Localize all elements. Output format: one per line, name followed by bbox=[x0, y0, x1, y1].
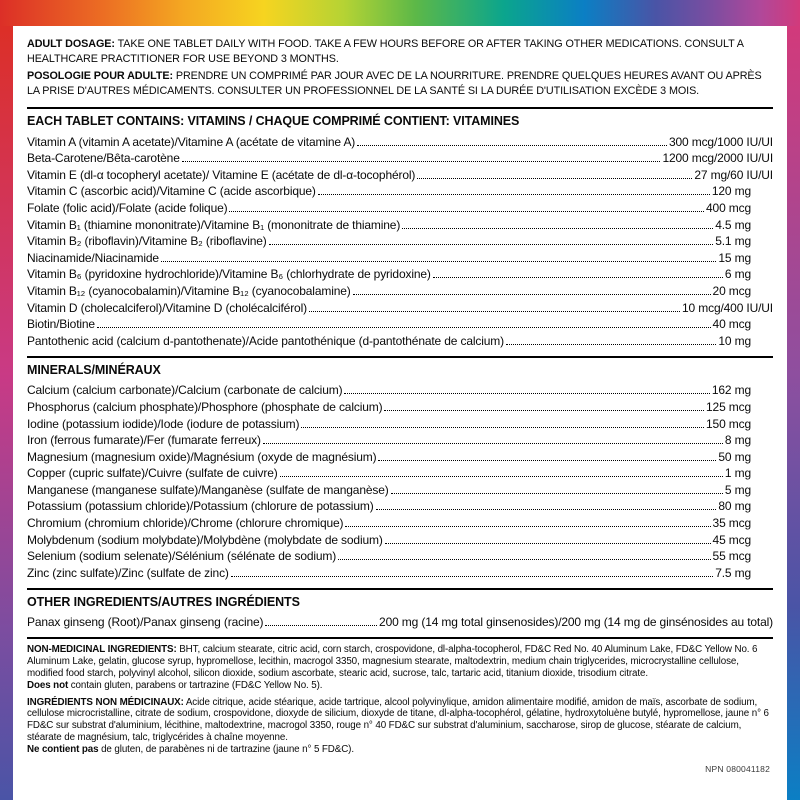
dotted-leader bbox=[231, 576, 713, 577]
ingredient-row bbox=[27, 497, 773, 514]
ingredient-name: Vitamin B₂ (riboflavin)/Vitamine B₂ (riboflavine) bbox=[27, 234, 267, 249]
dotted-leader bbox=[318, 194, 710, 195]
ingredient-row bbox=[27, 447, 773, 464]
non-medicinal-fr bbox=[27, 697, 773, 744]
ingredient-row bbox=[27, 165, 773, 182]
ingredient-row bbox=[27, 381, 773, 398]
ingredient-row bbox=[27, 281, 773, 298]
ingredient-amount: 5.1 mg bbox=[715, 234, 751, 249]
ingredient-amount: 15 mg bbox=[718, 250, 751, 265]
ingredient-name: Phosphorus (calcium phosphate)/Phosphore (phosphate de calcium) bbox=[27, 399, 383, 414]
dotted-leader bbox=[345, 526, 710, 527]
section-divider-2 bbox=[27, 356, 773, 358]
ingredient-name: Vitamin C (ascorbic acid)/Vitamine C (acide ascorbique) bbox=[27, 184, 316, 199]
dotted-leader bbox=[417, 178, 692, 179]
dotted-leader bbox=[269, 244, 714, 245]
ingredient-amount: 10 mcg/400 IU/UI bbox=[682, 300, 773, 315]
ingredient-amount: 35 mcg bbox=[712, 516, 751, 531]
dotted-leader bbox=[506, 344, 716, 345]
ingredient-name: Zinc (zinc sulfate)/Zinc (sulfate de zinc) bbox=[27, 565, 229, 580]
section-divider-4 bbox=[27, 637, 773, 639]
ingredient-amount: 120 mg bbox=[711, 184, 751, 199]
ingredient-row bbox=[27, 265, 773, 282]
dotted-leader bbox=[357, 145, 667, 146]
dotted-leader bbox=[97, 327, 711, 328]
non-medicinal-fr-label: INGRÉDIENTS NON MÉDICINAUX: bbox=[27, 696, 184, 708]
adult-dosage-fr bbox=[27, 69, 773, 99]
ingredient-name: Biotin/Biotine bbox=[27, 317, 95, 332]
ingredient-row bbox=[27, 513, 773, 530]
ingredient-name: Copper (cupric sulfate)/Cuivre (sulfate de cuivre) bbox=[27, 466, 278, 481]
section-divider-1 bbox=[27, 107, 773, 109]
non-medicinal-fr-note bbox=[27, 744, 773, 756]
dotted-leader bbox=[433, 277, 723, 278]
does-not-text: contain gluten, parabens or tartrazine (FD&C Yellow No. 5). bbox=[70, 679, 323, 691]
ingredient-row bbox=[27, 232, 773, 249]
ingredient-row bbox=[27, 315, 773, 332]
adult-dosage-fr-label: POSOLOGIE POUR ADULTE: bbox=[27, 70, 173, 82]
ingredient-amount: 27 mg/60 IU/UI bbox=[694, 167, 773, 182]
non-medicinal-en-note bbox=[27, 680, 773, 692]
rainbow-border-right bbox=[787, 26, 800, 800]
ingredient-row bbox=[27, 132, 773, 149]
dotted-leader bbox=[378, 460, 716, 461]
ingredient-amount: 50 mg bbox=[718, 449, 751, 464]
other-ingredients-list bbox=[27, 613, 773, 630]
ingredient-amount: 8 mg bbox=[724, 433, 751, 448]
other-ingredients-header: OTHER INGREDIENTS/AUTRES INGRÉDIENTS bbox=[27, 594, 300, 609]
dotted-leader bbox=[391, 493, 723, 494]
ingredient-row bbox=[27, 480, 773, 497]
ne-contient-pas-label: Ne contient pas bbox=[27, 743, 99, 755]
ingredient-name: Vitamin D (cholecalciferol)/Vitamine D (cholécalciférol) bbox=[27, 300, 307, 315]
rainbow-border-top bbox=[0, 0, 800, 26]
non-medicinal-en bbox=[27, 644, 773, 679]
ingredient-name: Vitamin E (dl-α tocopheryl acetate)/ Vitamine E (acétate de dl-α-tocophérol) bbox=[27, 167, 416, 182]
does-not-label: Does not bbox=[27, 679, 69, 691]
ingredient-name: Panax ginseng (Root)/Panax ginseng (racine) bbox=[27, 615, 264, 630]
ingredient-name: Niacinamide/Niacinamide bbox=[27, 250, 159, 265]
dotted-leader bbox=[182, 161, 661, 162]
adult-dosage-en bbox=[27, 37, 773, 67]
label-content bbox=[13, 26, 787, 800]
ingredient-row bbox=[27, 248, 773, 265]
ingredient-name: Chromium (chromium chloride)/Chrome (chlorure chromique) bbox=[27, 516, 344, 531]
ingredient-name: Selenium (sodium selenate)/Sélénium (sélénate de sodium) bbox=[27, 549, 337, 564]
ingredient-amount: 6 mg bbox=[724, 267, 751, 282]
dotted-leader bbox=[385, 543, 711, 544]
ingredient-amount: 55 mcg bbox=[712, 549, 751, 564]
ingredient-name: Molybdenum (sodium molybdate)/Molybdène (molybdate de sodium) bbox=[27, 532, 383, 547]
ingredient-name: Magnesium (magnesium oxide)/Magnésium (oxyde de magnésium) bbox=[27, 449, 377, 464]
ingredient-amount: 40 mcg bbox=[712, 317, 751, 332]
dotted-leader bbox=[301, 427, 704, 428]
ingredient-amount: 150 mcg bbox=[706, 416, 751, 431]
ingredient-row bbox=[27, 215, 773, 232]
dotted-leader bbox=[161, 261, 716, 262]
ingredient-amount: 5 mg bbox=[724, 482, 751, 497]
ingredient-name: Vitamin B₁₂ (cyanocobalamin)/Vitamine B₁₂ (cyanocobalamine) bbox=[27, 283, 351, 298]
ingredient-row bbox=[27, 547, 773, 564]
ingredient-row bbox=[27, 397, 773, 414]
adult-dosage-en-label: ADULT DOSAGE: bbox=[27, 38, 115, 50]
ingredient-amount: 20 mcg bbox=[712, 283, 751, 298]
ingredient-name: Vitamin B₆ (pyridoxine hydrochloride)/Vitamine B₆ (chlorhydrate de pyridoxine) bbox=[27, 267, 431, 282]
ingredient-row bbox=[27, 149, 773, 166]
ingredient-name: Folate (folic acid)/Folate (acide folique) bbox=[27, 200, 228, 215]
ne-contient-pas-text: de gluten, de parabènes ni de tartrazine (jaune n° 5 FD&C). bbox=[101, 743, 354, 755]
rainbow-border-left bbox=[0, 26, 13, 800]
ingredient-row bbox=[27, 613, 773, 630]
ingredient-row bbox=[27, 431, 773, 448]
minerals-section-header: MINERALS/MINÉRAUX bbox=[27, 362, 161, 377]
ingredient-name: Vitamin A (vitamin A acetate)/Vitamine A (acétate de vitamine A) bbox=[27, 134, 356, 149]
non-medicinal-en-label: NON-MEDICINAL INGREDIENTS: bbox=[27, 644, 177, 656]
ingredient-row bbox=[27, 563, 773, 580]
adult-dosage-en-text: TAKE ONE TABLET DAILY WITH FOOD. TAKE A FEW HOURS BEFORE OR AFTER TAKING OTHER MEDICATIONS. CONSULT A HEALTHCARE PRACTITIONER FOR USE BEYOND 3 MONTHS. bbox=[27, 38, 744, 65]
ingredient-amount: 45 mcg bbox=[712, 532, 751, 547]
non-medicinal-fr-body: Acide citrique, acide stéarique, acide tartrique, alcool polyvinylique, amidon alimentaire modifié, amidon de maïs, ascorbate de sodium, cellulose microcristalline, citrate de sodium, crospovidone, dioxyde de silicium, dioxyde de titane, dl-alpha-tocophérol, gélatine, hydroxytoluène butylé, hypromellose, jaune n° 6 FD&C sur substrat d'aluminium, lécithine, maltodextrine, macrogol 3350, rouge n° 40 FD&C sur substrat d'aluminium, saccharose, sirop de glucose, stéarate de calcium, stéarate de magnésium, talc, triglycérides à chaîne moyenne. bbox=[27, 696, 769, 744]
ingredient-amount: 300 mcg/1000 IU/UI bbox=[668, 134, 773, 149]
ingredient-name: Iodine (potassium iodide)/Iode (iodure de potassium) bbox=[27, 416, 300, 431]
ingredient-name: Vitamin B₁ (thiamine mononitrate)/Vitamine B₁ (mononitrate de thiamine) bbox=[27, 217, 401, 232]
vitamins-section-header: EACH TABLET CONTAINS: VITAMINS / CHAQUE COMPRIMÉ CONTIENT: VITAMINES bbox=[27, 114, 520, 128]
dotted-leader bbox=[376, 509, 717, 510]
ingredient-amount: 7.5 mg bbox=[715, 565, 751, 580]
ingredient-name: Beta-Carotene/Bêta-carotène bbox=[27, 151, 180, 166]
ingredient-row bbox=[27, 331, 773, 348]
ingredient-name: Pantothenic acid (calcium d-pantothenate)/Acide pantothénique (d-pantothénate de calcium) bbox=[27, 333, 504, 348]
ingredient-amount: 10 mg bbox=[718, 333, 751, 348]
ingredient-name: Manganese (manganese sulfate)/Manganèse (sulfate de manganèse) bbox=[27, 482, 389, 497]
dotted-leader bbox=[353, 294, 711, 295]
adult-dosage-fr-text: PRENDRE UN COMPRIMÉ PAR JOUR AVEC DE LA NOURRITURE. PRENDRE QUELQUES HEURES AVANT OU APRÈS LA PRISE D'AUTRES MÉDICAMENTS. CONSULTER UN PROFESSIONNEL DE LA SANTÉ SI LA DURÉE D'UTILISATION EXCÈDE 3 MOIS. bbox=[27, 70, 762, 97]
ingredient-name: Iron (ferrous fumarate)/Fer (fumarate ferreux) bbox=[27, 433, 261, 448]
ingredient-row bbox=[27, 198, 773, 215]
dotted-leader bbox=[344, 393, 709, 394]
vitamins-list bbox=[27, 132, 773, 348]
dotted-leader bbox=[402, 228, 713, 229]
ingredient-amount: 80 mg bbox=[718, 499, 751, 514]
ingredient-name: Potassium (potassium chloride)/Potassium (chlorure de potassium) bbox=[27, 499, 374, 514]
dotted-leader bbox=[280, 476, 723, 477]
npn-number: NPN 080041182 bbox=[705, 764, 770, 774]
non-medicinal-en-body: BHT, calcium stearate, citric acid, corn starch, crospovidone, dl-alpha-tocopherol, FD&C Red No. 40 Aluminum Lake, FD&C Yellow No. 6 Aluminum Lake, gelatin, glucose syrup, hypromellose, lecithin, macrogol 3350, magnesium stearate, maltodextrin, medium chain triglycerides, microcrystalline cellulose, modified food starch, polyvinyl alcohol, silicon dioxide, sodium ascorbate, stearic acid, sucrose, talc, tartaric acid, titanium dioxide, trisodium citrate. bbox=[27, 644, 758, 680]
ingredient-row bbox=[27, 530, 773, 547]
section-divider-3 bbox=[27, 588, 773, 590]
ingredient-amount: 1200 mcg/2000 IU/UI bbox=[662, 151, 773, 166]
ingredient-amount: 1 mg bbox=[724, 466, 751, 481]
dotted-leader bbox=[338, 559, 710, 560]
ingredient-name: Calcium (calcium carbonate)/Calcium (carbonate de calcium) bbox=[27, 383, 343, 398]
dotted-leader bbox=[309, 311, 680, 312]
dotted-leader bbox=[229, 211, 704, 212]
ingredient-row bbox=[27, 182, 773, 199]
dotted-leader bbox=[263, 443, 723, 444]
minerals-list bbox=[27, 381, 773, 580]
ingredient-row bbox=[27, 414, 773, 431]
ingredient-amount: 4.5 mg bbox=[715, 217, 751, 232]
ingredient-row bbox=[27, 298, 773, 315]
ingredient-amount: 400 mcg bbox=[706, 200, 751, 215]
ingredient-amount: 200 mg (14 mg total ginsenosides)/200 mg (14 mg de ginsénosides au total) bbox=[379, 615, 773, 630]
ingredient-amount: 162 mg bbox=[711, 383, 751, 398]
ingredient-row bbox=[27, 464, 773, 481]
dotted-leader bbox=[384, 410, 704, 411]
dotted-leader bbox=[265, 625, 377, 626]
ingredient-amount: 125 mcg bbox=[706, 399, 751, 414]
